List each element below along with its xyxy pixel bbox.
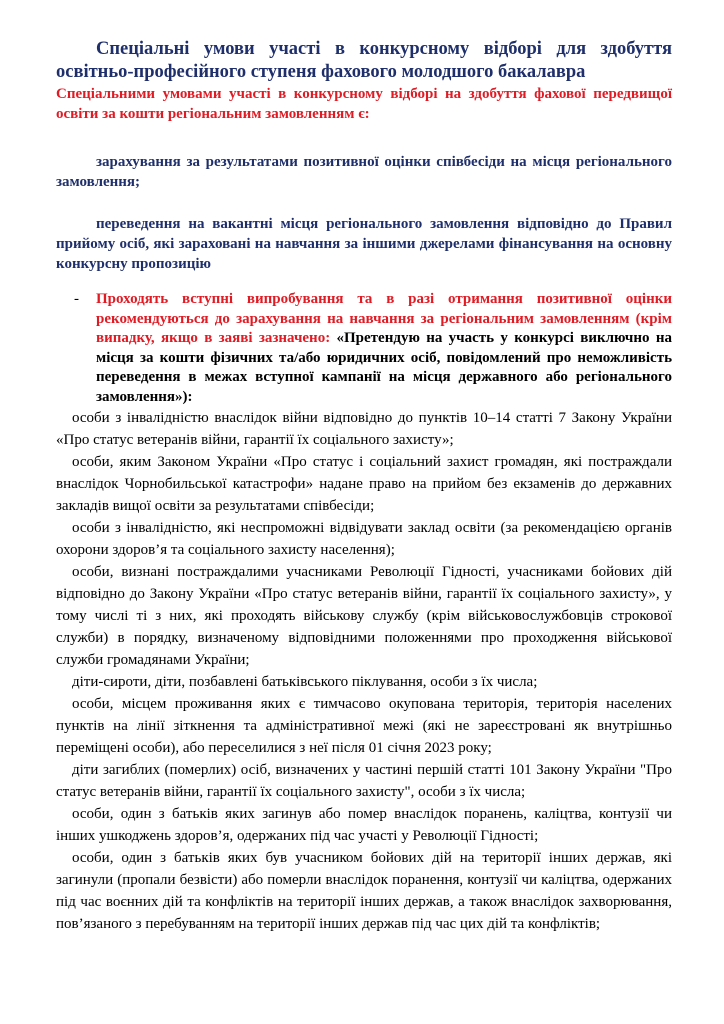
spacer: [56, 124, 672, 152]
document-title: Спеціальні умови участі в конкурсному відборі для здобуття освітньо-професійного ступеня фахового молодшого бакалавра: [56, 39, 672, 82]
list-item: особи з інвалідністю внаслідок війни відповідно до пунктів 10–14 статті 7 Закону України «Про статус ветеранів війни, гарантії їх соціального захисту»;: [56, 410, 672, 448]
list-item: особи з інвалідністю, які неспроможні відвідувати заклад освіти (за рекомендацією органів охорони здоров’я та соціального захисту населення);: [56, 520, 672, 558]
document-page: [56, 38, 672, 935]
bullet-paragraph: [56, 290, 672, 407]
list-item: особи, яким Законом України «Про статус і соціальний захист громадян, які постраждали внаслідок Чорнобильської катастрофи» надане право на прийом без екзаменів до державних закладів вищої освіти за результатами співбесіди;: [56, 454, 672, 514]
list-item: особи, місцем проживання яких є тимчасово окупована територія, територія населених пунктів на лінії зіткнення та адміністративної межі (які не зареєстровані як внутрішньо переміщені особи), або переселилися з неї після 01 січня 2023 року;: [56, 696, 672, 756]
eligible-persons-list: [56, 407, 672, 935]
bullet-red-text: Проходять вступні випробування та в разі отримання позитивної оцінки рекомендуються до зарахування на навчання за регіональним замовленням (крім випадку, якщо в заяві зазначено:: [96, 291, 672, 346]
list-item: діти загиблих (померлих) осіб, визначених у частині першій статті 101 Закону України "Про статус ветеранів війни, гарантії їх соціального захисту", особи з їх числа;: [56, 762, 672, 800]
list-item: особи, один з батьків яких був учасником бойових дій на території інших держав, які загинули (пропали безвісти) або померли внаслідок поранення, контузії чи каліцтва, одержаних під час воєнних дій та конфліктів на території інших держав, а також внаслідок захворювання, пов’язаного з перебуванням на території інших держав під час цих дій та конфліктів;: [56, 850, 672, 932]
lead-paragraph: Спеціальними умовами участі в конкурсному відборі на здобуття фахової передвищої освіти за кошти регіональним замовленням є:: [56, 86, 672, 122]
list-item: особи, визнані постраждалими учасниками Революції Гідності, учасниками бойових дій відповідно до Закону України «Про статус ветеранів війни, гарантії їх соціального захисту», у тому числі ті з них, які проходять військову службу (крім військовослужбовців строкової служби) в порядку, визначеному відповідними положеннями про проходження військової служби громадянами України;: [56, 564, 672, 668]
bullet-dash: -: [74, 291, 79, 307]
list-item: особи, один з батьків яких загинув або помер внаслідок поранень, каліцтва, контузії чи інших ушкоджень здоров’я, одержаних під час участі у Революції Гідності;: [56, 806, 672, 844]
list-item: діти-сироти, діти, позбавлені батьківського піклування, особи з їх числа;: [72, 674, 538, 690]
spacer: [56, 192, 672, 214]
condition-enrollment: зарахування за результатами позитивної оцінки співбесіди на місця регіонального замовлення;: [56, 154, 672, 190]
condition-transfer: переведення на вакантні місця регіонального замовлення відповідно до Правил прийому осіб, які зараховані на навчання за іншими джерелами фінансування на основну конкурсну пропозицію: [56, 216, 672, 272]
spacer: [56, 274, 672, 290]
bullet-black-text: «Претендую на участь у конкурсі виключно на місця за кошти фізичних та/або юридичних осіб, повідомлений про неможливість переведення в межах вступної кампанії на місця державного або регіонального замовлення»):: [96, 330, 672, 405]
